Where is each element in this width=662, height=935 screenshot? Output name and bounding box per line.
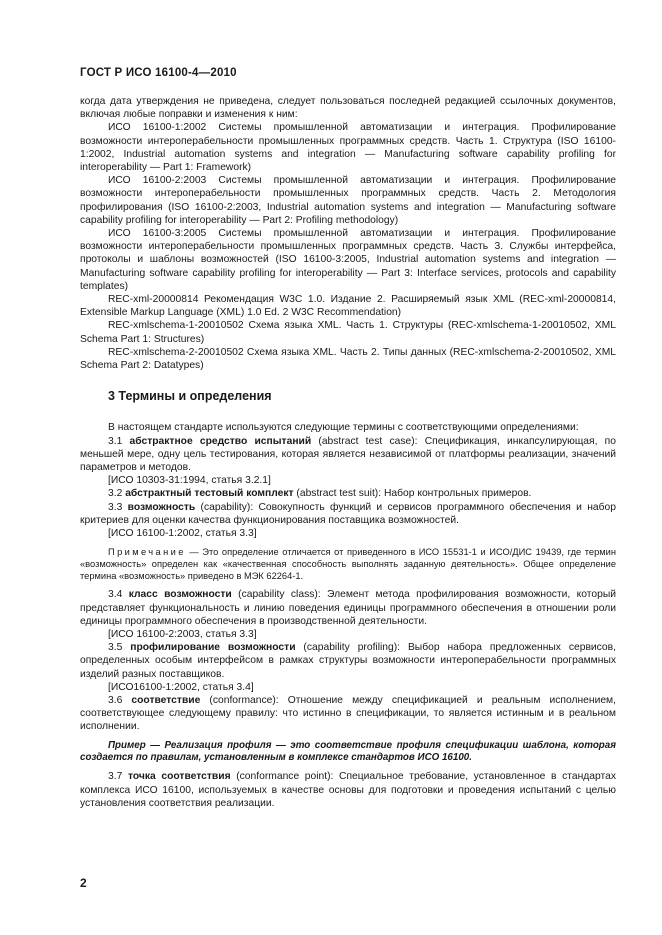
term-name: профилирование возможности [130, 642, 296, 654]
term-definition: (capability): Совокупность функций и сервисов программного обеспечения и набор критериев для оценки качества функционирования поставщика возможностей. [80, 501, 616, 526]
term-name: возможность [127, 501, 196, 513]
term-source: [ИСО16100-1:2002, статья 3.4] [108, 681, 254, 693]
note-text: — Это определение отличается от приведенного в ИСО 15531-1 и ИСО/ДИС 19439, где термин «возможность» определен как «качественная способность выполнять заданную деятельность». Общее определение термина «возможность» приведено в МЭК 62264-1. [80, 547, 616, 582]
intro-paragraph: когда дата утверждения не приведена, следует пользоваться последней редакцией ссылочных документов, включая любые поправки и изменения к ним: [80, 96, 616, 121]
page-number: 2 [80, 876, 87, 890]
term-definition: (capability profiling): Выбор набора предложенных сервисов, определенных особым интерфейсом в рамках структуры возможности интероперабельности программных изделий разных поставщиков. [80, 642, 616, 680]
reference-item: ИСО 16100-3:2005 Системы промышленной автоматизации и интеграция. Профилирование возможности интероперабельности промышленных программных средств. Часть 3. Службы интерфейса, протоколы и шаблоны возможностей (ISO 16100-3:2005, Industrial automation systems and integration — Manufacturing software capability profiling for interoperability — Part 3: Interface services, protocols and capability templates) [80, 228, 616, 292]
term-number: 3.5 [108, 642, 131, 654]
term-name: абстрактное средство испытаний [129, 435, 312, 447]
term-3-4 [80, 588, 616, 628]
term-name: соответствие [131, 694, 201, 706]
note-label: Примечание [108, 547, 186, 558]
term-number: 3.7 [108, 771, 128, 783]
reference-item: REC-xmlschema-2-20010502 Схема языка XML. Часть 2. Типы данных (REC-xmlschema-2-20010502, XML Schema Part 2: Datatypes) [80, 346, 616, 372]
term-number: 3.4 [108, 589, 129, 601]
term-3-7 [80, 770, 616, 810]
term-definition: (conformance): Отношение между спецификацией и реальным исполнением, соответствующее следующему правилу: что истинно в спецификации, то является истинным и в реальном исполнении. [80, 694, 616, 733]
term-number: 3.6 [108, 694, 132, 706]
term-3-3 [80, 501, 616, 527]
term-number: 3.1 [108, 435, 130, 447]
reference-item: REC-xmlschema-1-20010502 Схема языка XML. Часть 1. Структуры (REC-xmlschema-1-20010502, XML Schema Part 1: Structures) [80, 320, 616, 345]
term-definition: (conformance point): Специальное требование, установленное в стандартах комплекса ИСО 16100, используемых в качестве основы для подготовки и проведения испытаний с целью установления соответствия реализации. [80, 771, 616, 809]
term-3-1 [80, 435, 616, 475]
reference-item: ИСО 16100-1:2002 Системы промышленной автоматизации и интеграция. Профилирование возможности интероперабельности промышленных программных средств. Часть 1. Структура (ISO 16100-1:2002, Industrial automation systems and integration — Manufacturing software capability profiling for interoperability — Part 1: Framework) [80, 122, 616, 174]
document-header: ГОСТ Р ИСО 16100-4—2010 [80, 67, 237, 79]
term-definition: (capability class): Элемент метода профилирования возможности, который представляет функциональность и линию поведения единицы программного обеспечения в отношении роли единицы программного обеспечения в производственной деятельности. [80, 589, 616, 627]
term-definition: (abstract test suit): Набор контрольных примеров. [293, 488, 532, 500]
section-intro: В настоящем стандарте используются следующие термины с соответствующими определениями: [108, 422, 579, 434]
reference-item: ИСО 16100-2:2003 Системы промышленной автоматизации и интеграция. Профилирование возможности интероперабельности промышленных программных средств. Часть 2. Методология профилирования (ISO 16100-2:2003, Industrial automation systems and integration — Manufacturing software capability profiling for interoperability — Part 2: Profiling methodology) [80, 175, 616, 226]
term-definition: (abstract test case): Спецификация, инкапсулирующая, по меньшей мере, одну цель тестирования, которая является независимой от платформы реализации, значений параметров и методов. [80, 435, 616, 474]
term-source: [ИСО 16100-1:2002, статья 3.3] [108, 528, 257, 540]
term-number: 3.3 [108, 501, 128, 513]
section-title: 3 Термины и определения [108, 389, 272, 404]
term-number: 3.2 [108, 488, 126, 500]
term-source: [ИСО 16100-2:2003, статья 3.3] [108, 628, 257, 640]
term-name: абстрактный тестовый комплект [125, 488, 294, 500]
note-paragraph [80, 546, 616, 582]
example-paragraph: Пример — Реализация профиля — это соответствие профиля спецификации шаблона, которая создается по правилам, установленным в комплексе стандартов ИСО 16100. [80, 739, 616, 763]
term-source: [ИСО 10303-31:1994, статья 3.2.1] [108, 475, 271, 487]
reference-item: REC-xml-20000814 Рекомендация W3C 1.0. Издание 2. Расширяемый язык XML (REC-xml-20000814, Extensible Markup Language (XML) 1.0 Ed. 2 W3C Recommendation) [80, 294, 616, 319]
term-3-6 [80, 694, 616, 734]
term-3-5 [80, 641, 616, 681]
term-name: класс возможности [128, 589, 232, 601]
page-body [80, 95, 616, 810]
term-3-2 [80, 487, 616, 500]
term-name: точка соответствия [127, 771, 231, 783]
